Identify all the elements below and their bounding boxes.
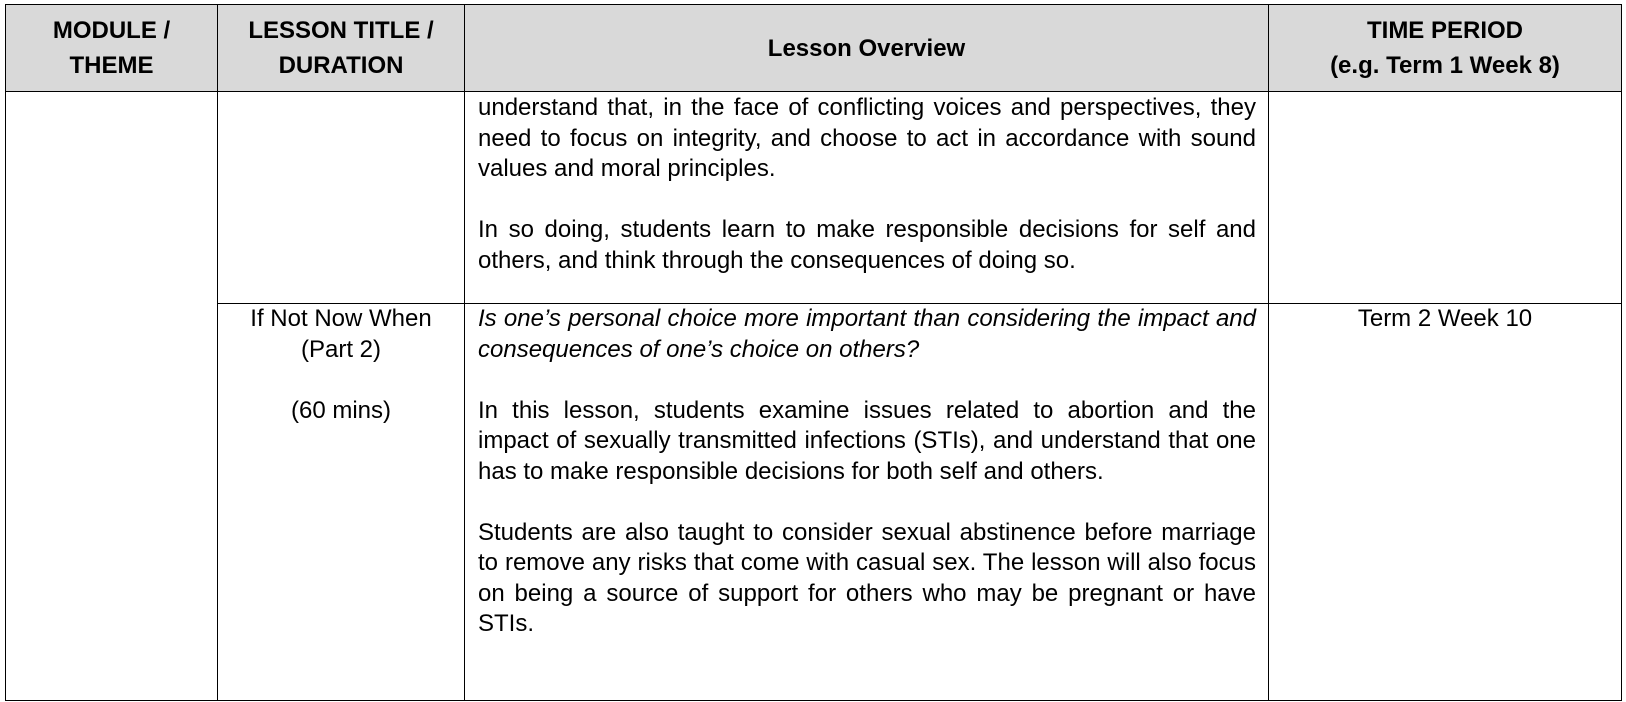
overview-paragraph: understand that, in the face of conflicting voices and perspectives, they need to focus on integrity, and choose to act in accordance with sound values and moral principles. [478, 94, 1256, 182]
header-module-line-2: THEME [69, 52, 154, 79]
lesson-title-line-1: If Not Now When [250, 305, 432, 332]
paragraph-gap [478, 185, 1256, 216]
lesson-overview-cell [465, 92, 1269, 304]
lesson-title-cell [218, 304, 465, 701]
time-period-cell [1269, 92, 1622, 304]
header-lesson-line-1: LESSON TITLE / [248, 17, 434, 44]
header-time-period [1269, 5, 1622, 92]
overview-paragraph: In this lesson, students examine issues related to abortion and the impact of sexually transmitted infections (STIs), and understand that one has to make responsible decisions for both self and others. [478, 396, 1256, 485]
paragraph-gap [478, 365, 1256, 396]
table-row [6, 92, 1622, 304]
lesson-overview-cell [465, 304, 1269, 701]
lesson-title-cell [218, 92, 465, 304]
paragraph-gap [478, 487, 1256, 518]
time-period-value: Term 2 Week 10 [1357, 305, 1533, 332]
time-period-cell [1269, 304, 1622, 701]
paragraph-gap [224, 365, 458, 396]
overview-guiding-question: Is one’s personal choice more important than considering the impact and consequences of one’s choice on others? [478, 305, 1256, 363]
header-time-line-2: (e.g. Term 1 Week 8) [1330, 52, 1560, 79]
overview-paragraph: Students are also taught to consider sexual abstinence before marriage to remove any risks that come with casual sex. The lesson will also focus on being a source of support for others who may be pregnant or have STIs. [478, 518, 1256, 637]
lesson-duration: (60 mins) [290, 396, 392, 424]
header-time-line-1: TIME PERIOD [1366, 17, 1523, 44]
header-module-line-1: MODULE / [52, 17, 171, 44]
lesson-plan-table [5, 4, 1622, 701]
header-lesson-line-2: DURATION [278, 52, 404, 79]
module-theme-cell [6, 92, 218, 701]
header-lesson-title-duration [218, 5, 465, 92]
lesson-title-line-2: (Part 2) [300, 335, 381, 363]
overview-paragraph: In so doing, students learn to make responsible decisions for self and others, and think through the consequences of doing so. [478, 216, 1256, 274]
header-row [6, 5, 1622, 92]
table-row [6, 304, 1622, 701]
header-module-theme [6, 5, 218, 92]
header-overview-label: Lesson Overview [767, 34, 966, 62]
header-lesson-overview [465, 5, 1269, 92]
